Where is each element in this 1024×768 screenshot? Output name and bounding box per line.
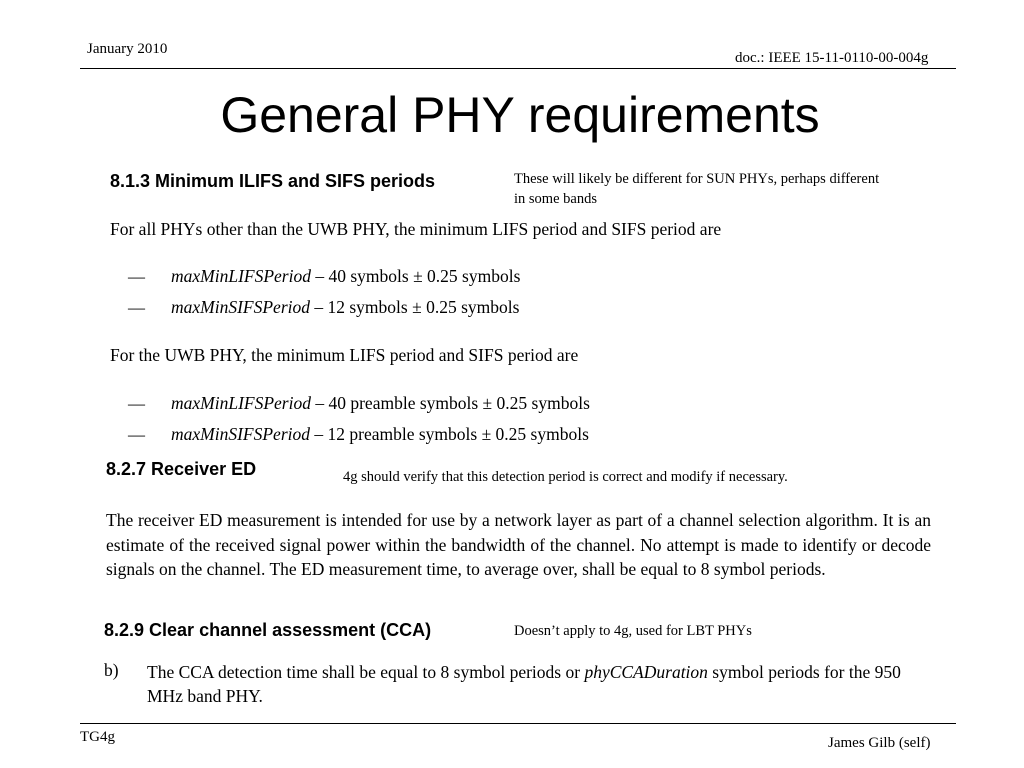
param-name: maxMinSIFSPeriod — [171, 297, 310, 317]
param-value: – 40 preamble symbols ± 0.25 symbols — [310, 393, 590, 413]
note-8-2-7: 4g should verify that this detection period is correct and modify if necessary. — [343, 469, 788, 485]
footer-author: James Gilb (self) — [828, 735, 931, 751]
param-name: maxMinLIFSPeriod — [171, 393, 311, 413]
list-dash: — — [128, 267, 145, 286]
section-heading-8-2-9: 8.2.9 Clear channel assessment (CCA) — [104, 620, 432, 640]
param-value: – 12 preamble symbols ± 0.25 symbols — [310, 424, 589, 444]
list-item-sifs — [171, 297, 519, 318]
intro-non-uwb: For all PHYs other than the UWB PHY, the minimum LIFS period and SIFS period are — [110, 219, 722, 239]
list-dash: — — [128, 425, 145, 444]
header-doc-id: doc.: IEEE 15-11-0110-00-004g — [735, 50, 929, 66]
receiver-ed-paragraph: The receiver ED measurement is intended for use by a network layer as part of a channel selection algorithm. It is an estimate of the received signal power within the bandwidth of the channel. No attempt is made to identify or decode signals on the channel. The ED measurement time, to average over, shall be equal to 8 symbol periods. — [106, 510, 931, 579]
list-dash: — — [128, 298, 145, 317]
list-label-b: b) — [104, 660, 119, 680]
param-value: – 40 symbols ± 0.25 symbols — [310, 266, 521, 286]
list-item-uwb-lifs — [171, 393, 590, 414]
note-8-2-9: Doesn’t apply to 4g, used for LBT PHYs — [514, 623, 752, 639]
footer-group: TG4g — [80, 729, 115, 745]
cca-detection-text — [147, 660, 937, 708]
list-item-lifs — [171, 266, 520, 287]
list-dash: — — [128, 394, 145, 413]
section-heading-8-2-7: 8.2.7 Receiver ED — [106, 459, 257, 479]
footer-rule — [80, 723, 956, 724]
slide-title: General PHY requirements — [220, 87, 820, 143]
list-item-uwb-sifs — [171, 424, 589, 445]
param-name: maxMinLIFSPeriod — [171, 266, 311, 286]
header-date: January 2010 — [87, 41, 168, 57]
note-8-1-3-line1: These will likely be different for SUN PHYs, perhaps different — [514, 171, 880, 187]
param-name: maxMinSIFSPeriod — [171, 424, 310, 444]
section-heading-8-1-3: 8.1.3 Minimum ILIFS and SIFS periods — [110, 171, 436, 191]
cca-text-end: symbol periods for the 950 MHz band PHY. — [147, 662, 901, 706]
param-value: – 12 symbols ± 0.25 symbols — [310, 297, 520, 317]
note-8-1-3-line2: in some bands — [514, 191, 597, 207]
intro-uwb: For the UWB PHY, the minimum LIFS period and SIFS period are — [110, 345, 579, 365]
cca-param-name: phyCCADuration — [584, 662, 708, 682]
cca-text-start: The CCA detection time shall be equal to 8 symbol periods or — [147, 662, 585, 682]
header-rule — [80, 68, 956, 69]
